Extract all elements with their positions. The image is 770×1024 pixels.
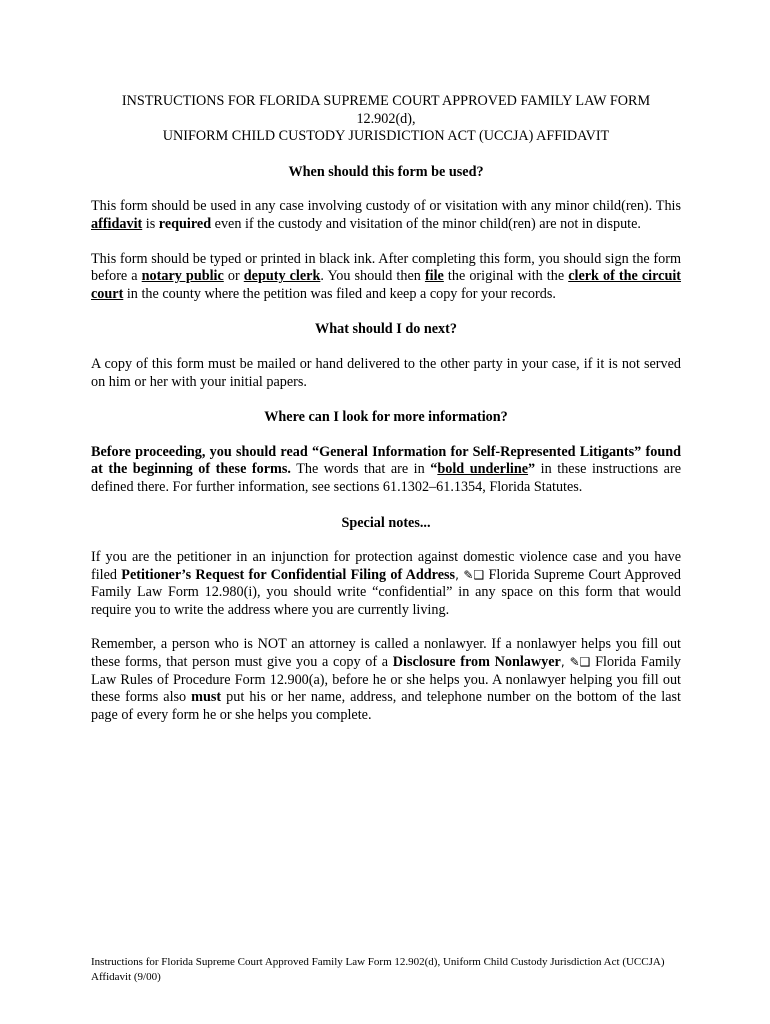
text: Florida Family Law Rules of Procedure Form 12.900(a), before he or she helps you. A nonlawyer helping you fill out these forms also	[91, 654, 682, 706]
title-line-2: 12.902(d),	[356, 110, 416, 127]
text: put his or her name, address, and telephone number on the bottom of the last page of every form he or she helps you complete.	[91, 689, 681, 723]
text: The words that are in	[290, 461, 431, 478]
text: . You should then	[320, 268, 425, 285]
form-name-confidential-filing: Petitioner’s Request for Confidential Filing of Address	[121, 566, 456, 583]
quote-close: ”	[528, 461, 536, 478]
text: the original with the	[443, 268, 569, 285]
term-file: file	[424, 268, 444, 285]
text: or	[223, 268, 244, 285]
text: is	[142, 215, 159, 232]
text: even if the custody and visitation of the minor child(ren) are not in dispute.	[211, 215, 641, 232]
footer-line-1: Instructions for Florida Supreme Court Approved Family Law Form 12.902(d), Uniform Child Custody Jurisdiction Act (UCCJA)	[91, 956, 665, 968]
page-footer	[91, 955, 681, 984]
form-name-disclosure-nonlawyer: Disclosure from Nonlawyer	[392, 654, 561, 671]
heading-what-next: What should I do next?	[315, 321, 457, 338]
quote-open: “	[430, 461, 438, 478]
paragraph-more-info	[91, 444, 681, 497]
heading-more-info: Where can I look for more information?	[264, 409, 508, 426]
term-notary-public: notary public	[141, 268, 224, 285]
pencil-checkbox-icon: , ✎❑	[560, 655, 591, 670]
text: in these instructions are defined there. For further information, see sections 61.1302–61.1354, Florida Statutes.	[91, 461, 682, 495]
title-line-3: UNIFORM CHILD CUSTODY JURISDICTION ACT (UCCJA) AFFIDAVIT	[162, 128, 610, 145]
paragraph-nonlawyer	[91, 636, 681, 724]
text: This form should be used in any case involving custody of or visitation with any minor child(ren). This	[91, 198, 681, 215]
term-clerk-of-circuit-court: clerk of the circuit court	[91, 268, 682, 302]
page-title	[91, 93, 681, 146]
emphasis-required: required	[158, 215, 212, 232]
text: in the county where the petition was filed and keep a copy for your records.	[123, 285, 556, 302]
text: This form should be typed or printed in black ink. After completing this form, you should sign the form before a	[91, 250, 681, 285]
pencil-checkbox-icon: , ✎❑	[455, 567, 485, 582]
term-affidavit: affidavit	[91, 215, 143, 232]
emphasis-must: must	[191, 689, 222, 706]
title-line-1: INSTRUCTIONS FOR FLORIDA SUPREME COURT APPROVED FAMILY LAW FORM	[121, 93, 651, 109]
paragraph-next-steps: A copy of this form must be mailed or hand delivered to the other party in your case, if it is not served on him or her with your initial papers.	[91, 355, 681, 390]
text: Remember, a person who is NOT an attorney is called a nonlawyer. If a nonlawyer helps you fill out these forms, that person must give you a copy of a	[91, 636, 681, 671]
document-body	[91, 93, 681, 741]
paragraph-signing	[91, 251, 681, 304]
term-bold-underline: bold underline	[437, 461, 529, 478]
heading-when-used: When should this form be used?	[288, 163, 484, 180]
paragraph-form-usage	[91, 198, 681, 233]
heading-special-notes: Special notes...	[341, 514, 431, 531]
emphasis-before-proceeding: Before proceeding, you should read “General Information for Self-Represented Litigants” found at the beginning of these forms.	[91, 443, 681, 478]
paragraph-confidential-address	[91, 549, 681, 619]
footer-line-2: Affidavit (9/00)	[91, 970, 161, 983]
text: Florida Supreme Court Approved Family Law Form 12.980(i), you should write “confidential” in any space on this form that would require you to write the address where you are currently living.	[91, 566, 682, 618]
term-deputy-clerk: deputy clerk	[243, 268, 321, 285]
text: If you are the petitioner in an injunction for protection against domestic violence case and you have filed	[91, 549, 681, 583]
